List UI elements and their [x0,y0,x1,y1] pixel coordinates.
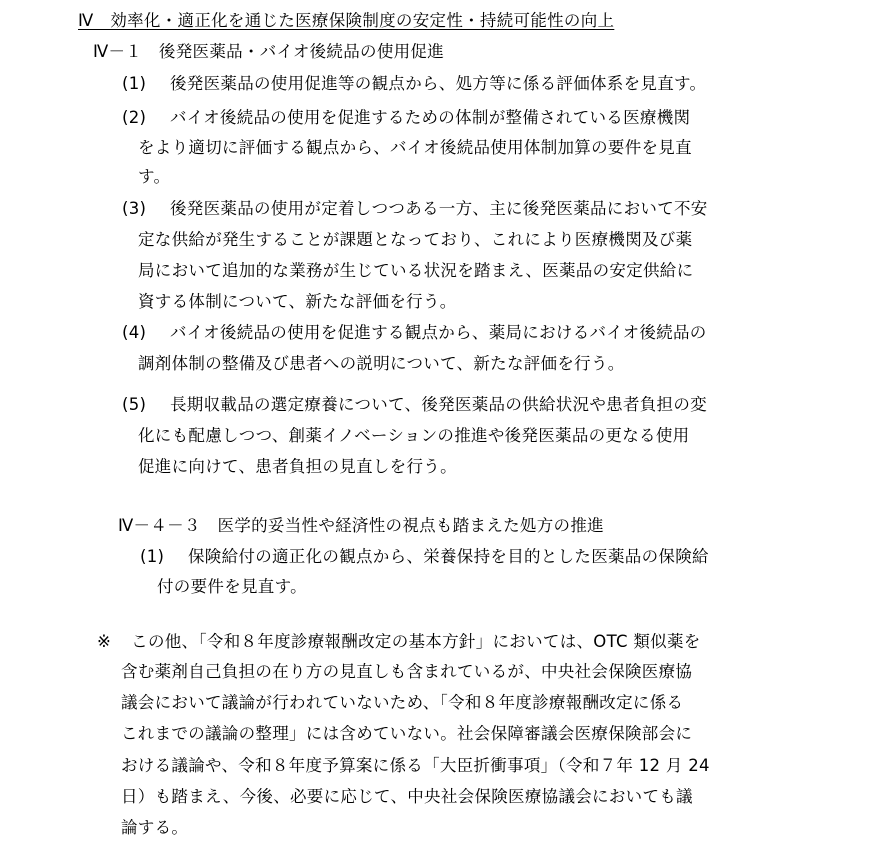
item-text: バイオ後続品の使用を促進するための体制が整備されている医療機関 [170,108,691,127]
note-text-line: 含む薬剤自己負担の在り方の見直しも含まれているが、中央社会保険医療協 [121,662,693,681]
item-number: (2) [122,108,147,127]
item-text-line: 付の要件を見直す。 [157,577,307,596]
list-item [122,198,708,220]
item-text-line: 定な供給が発生することが課題となっており、これにより医療機関及び薬 [138,230,693,249]
item-text: 後発医薬品の使用が定着しつつある一方、主に後発医薬品において不安 [170,199,708,218]
list-item [122,107,690,129]
subsection-2-title: Ⅳ－４－３ 医学的妥当性や経済性の視点も踏まえた処方の推進 [118,516,604,535]
item-text: 後発医薬品の使用促進等の観点から、処方等に係る評価体系を見直す。 [170,74,707,93]
item-number: (1) [122,74,147,93]
note-text-line: これまでの議論の整理」には含めていない。社会保障審議会医療保険部会に [121,724,693,743]
item-number: (1) [140,547,165,566]
item-text-line: 促進に向けて、患者負担の見直しを行う。 [138,457,457,476]
note-text-line: 議会において議論が行われていないため、「令和８年度診療報酬改定に係る [121,693,684,712]
subsection-1-title: Ⅳ－１ 後発医薬品・バイオ後続品の使用促進 [93,42,445,61]
list-item [122,394,707,416]
note-paragraph [97,631,701,653]
note-text-line: 日）も踏まえ、今後、必要に応じて、中央社会保険医療協議会においても議 [121,787,693,806]
item-text-line: をより適切に評価する観点から、バイオ後続品使用体制加算の要件を見直 [138,138,692,157]
section-heading: Ⅳ 効率化・適正化を通じた医療保険制度の安定性・持続可能性の向上 [78,11,615,30]
item-text: 保険給付の適正化の観点から、栄養保持を目的とした医薬品の保険給 [188,547,709,566]
item-number: (3) [122,199,147,218]
list-item [122,73,706,95]
item-text-line: す。 [138,167,171,186]
item-text-line: 局において追加的な業務が生じている状況を踏まえ、医薬品の安定供給に [138,261,694,280]
item-number: (5) [122,395,147,414]
item-number: (4) [122,323,147,342]
item-text-line: 調剤体制の整備及び患者への説明について、新たな評価を行う。 [138,354,625,373]
note-text-line: おける議論や、令和８年度予算案に係る「大臣折衝事項」（令和７年 12 月 24 [121,756,710,775]
note-text: この他、「令和８年度診療報酬改定の基本方針」においては、OTC 類似薬を [131,632,701,651]
note-mark: ※ [97,632,112,651]
note-text-line: 論する。 [121,818,189,837]
item-text-line: 資する体制について、新たな評価を行う。 [138,292,457,311]
item-text: 長期収載品の選定療養について、後発医薬品の供給状況や患者負担の変 [170,395,707,414]
item-text-line: 化にも配慮しつつ、創薬イノベーションの推進や後発医薬品の更なる使用 [138,426,690,445]
list-item [122,322,707,344]
list-item [140,546,709,568]
item-text: バイオ後続品の使用を促進する観点から、薬局におけるバイオ後続品の [170,323,707,342]
